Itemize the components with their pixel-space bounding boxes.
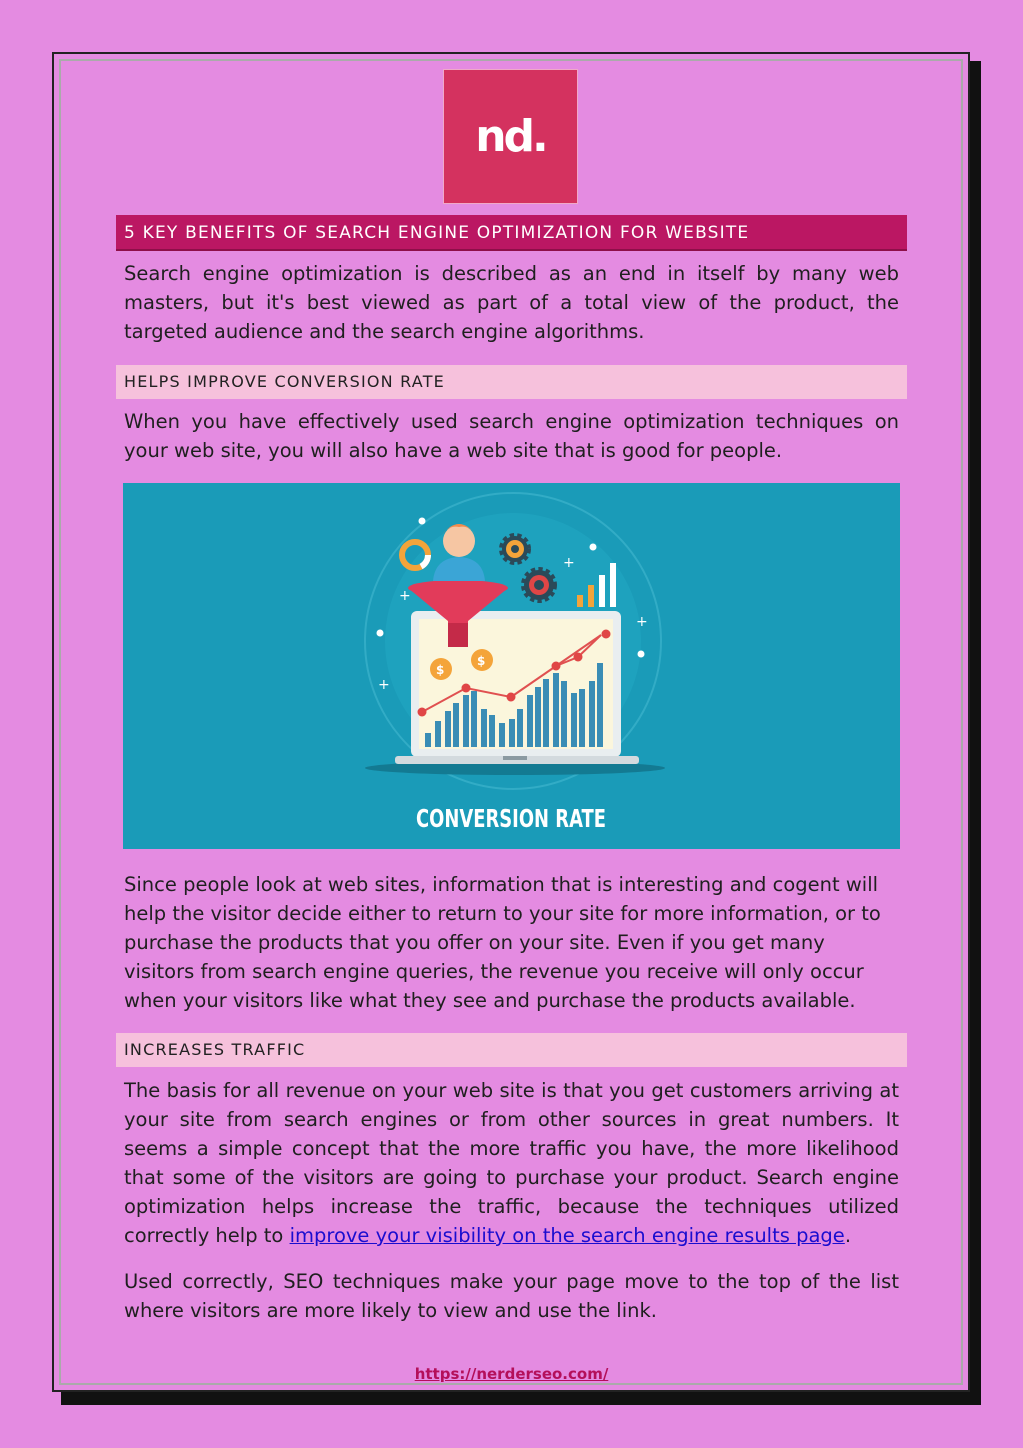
traffic-paragraph-1-text: The basis for all revenue on your web site is that you get customers arriving at your site from search engines or from other sources in great numbers. It seems a simple concept that the more traffic you have, the more likelihood that some of the visitors are going to purchase your product. Search engine optimization helps increase the traffic, because the techniques utilized correctly help to [124,1079,899,1247]
svg-text:$: $ [436,663,445,677]
svg-text:$: $ [477,654,486,668]
conversion-rate-illustration [123,483,900,849]
traffic-paragraph-1 [124,1076,899,1250]
main-heading: 5 KEY BENEFITS OF SEARCH ENGINE OPTIMIZATION FOR WEBSITE [116,215,907,251]
conversion-paragraph-1: When you have effectively used search engine optimization techniques on your web site, you will also have a web site that is good for people. [124,410,899,462]
svg-text:+: + [399,588,411,604]
brand-logo [443,69,578,204]
svg-text:+: + [563,555,575,571]
illustration-caption: CONVERSION RATE [416,804,606,833]
section-heading-conversion: HELPS IMPROVE CONVERSION RATE [116,365,907,399]
traffic-paragraph-1-end: . [844,1224,852,1247]
svg-text:+: + [378,677,390,693]
svg-text:+: + [636,614,648,630]
visibility-link[interactable]: improve your visibility on the search engine results page [289,1224,845,1247]
section-heading-traffic: INCREASES TRAFFIC [116,1033,907,1067]
intro-paragraph: Search engine optimization is described as an end in itself by many web masters, but it's best viewed as part of a total view of the product, the targeted audience and the search engine algorithms. [124,262,899,343]
logo-text: nd. [475,111,546,162]
conversion-paragraph-2: Since people look at web sites, information that is interesting and cogent will help the visitor decide either to return to your site for more information, or to purchase the products that you offer on your site. Even if you get many visitors from search engine queries, the revenue you receive will only occur when your visitors like what they see and purchase the products available. [124,873,881,1012]
footer-website-link[interactable]: https://nerderseo.com/ [414,1365,609,1383]
traffic-paragraph-2: Used correctly, SEO techniques make your page move to the top of the list where visitors are more likely to view and use the link. [124,1270,899,1322]
